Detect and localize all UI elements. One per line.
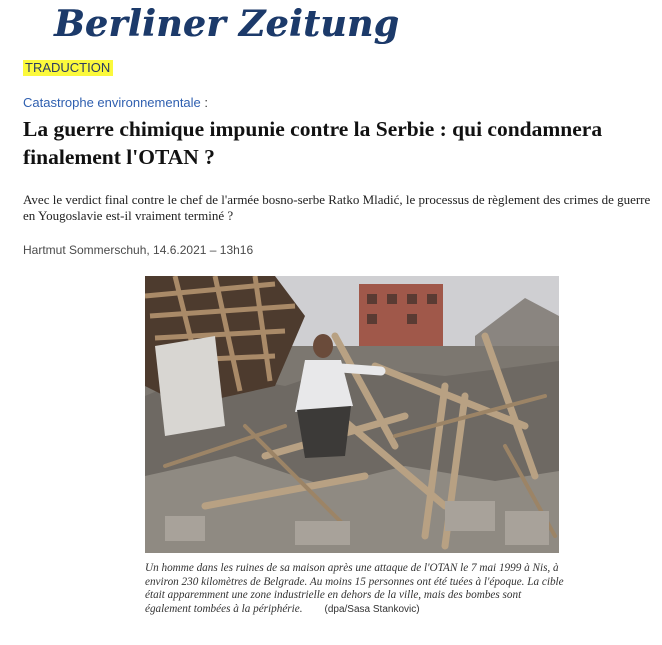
- photo-caption: [145, 562, 565, 616]
- article-headline: La guerre chimique impunie contre la Serbie : qui condamnera finalement l'OTAN ?: [23, 117, 603, 169]
- article-kicker[interactable]: [23, 95, 208, 111]
- caption-text: Un homme dans les ruines de sa maison après une attaque de l'OTAN le 7 mai 1999 à Nis, à environ 230 kilomètres de Belgrade. Au moins 15 personnes ont été tuées à l'époque. La cible était apparemment une zone industrielle en dehors de la ville, mais des bombes sont également tombées à la périphérie.: [145, 562, 564, 615]
- kicker-label[interactable]: Catastrophe environnementale: [23, 95, 201, 110]
- article-byline: Hartmut Sommerschuh, 14.6.2021 – 13h16: [23, 243, 254, 257]
- ruins-illustration: [145, 276, 559, 553]
- photo-credit: (dpa/Sasa Stankovic): [324, 603, 420, 615]
- article-photo: [145, 276, 559, 553]
- masthead-logo[interactable]: Berliner Zeitung: [54, 3, 400, 45]
- kicker-separator: :: [200, 95, 209, 110]
- translation-tag: TRADUCTION: [23, 60, 113, 76]
- article-lede: Avec le verdict final contre le chef de l'armée bosno-serbe Ratko Mladić, le processus de règlement des crimes de guerre en Yougoslavie est-il vraiment terminé ?: [23, 192, 651, 223]
